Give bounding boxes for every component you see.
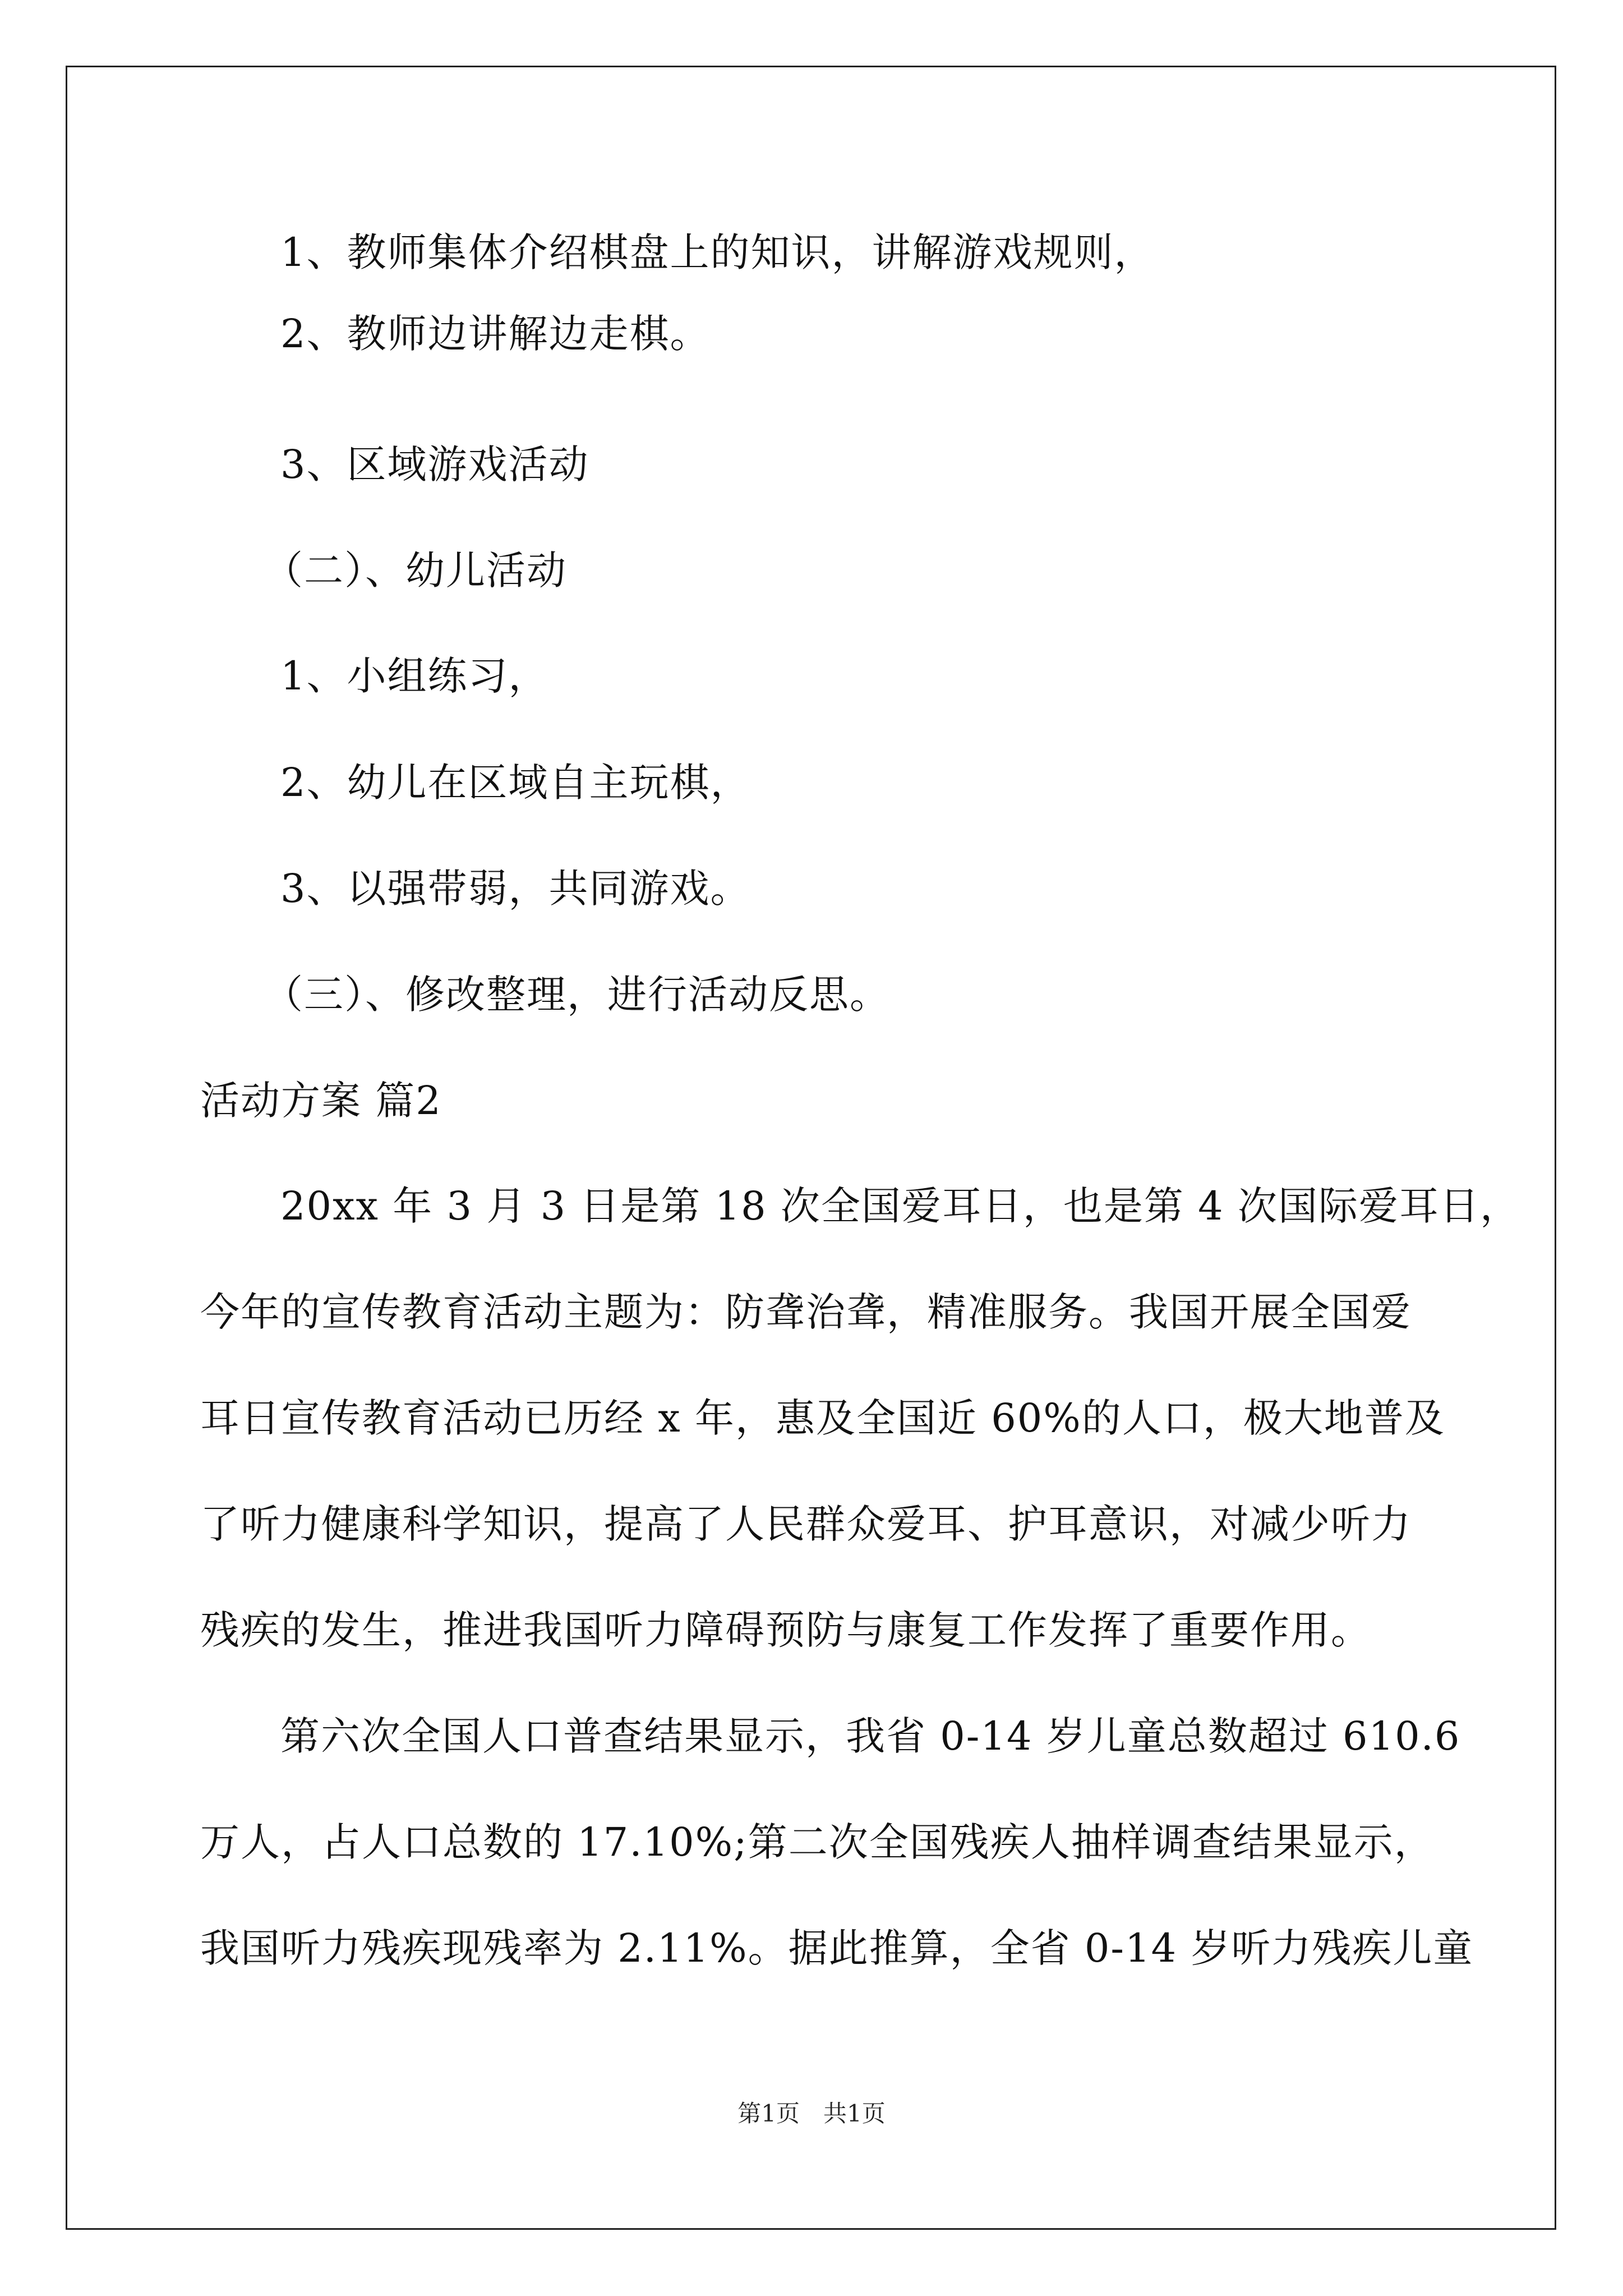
list-item: 2、教师边讲解边走棋。 bbox=[280, 311, 711, 357]
paragraph-line: 了听力健康科学知识，提高了人民群众爱耳、护耳意识，对减少听力 bbox=[200, 1501, 1412, 1547]
paragraph-line: 今年的宣传教育活动主题为：防聋治聋，精准服务。我国开展全国爱 bbox=[200, 1289, 1412, 1335]
list-item: 3、以强带弱，共同游戏。 bbox=[280, 866, 751, 912]
section-heading: （二）、幼儿活动 bbox=[264, 547, 567, 593]
page-border bbox=[66, 66, 1556, 2230]
paragraph-line: 我国听力残疾现残率为 2.11%。据此推算，全省 0-14 岁听力残疾儿童 bbox=[200, 1925, 1474, 1971]
paragraph-line: 耳日宣传教育活动已历经 x 年，惠及全国近 60%的人口，极大地普及 bbox=[200, 1395, 1445, 1441]
list-item: 1、教师集体介绍棋盘上的知识，讲解游戏规则， bbox=[280, 229, 1155, 275]
paragraph-line: 万人，占人口总数的 17.10%;第二次全国残疾人抽样调查结果显示， bbox=[200, 1819, 1435, 1865]
list-item: 3、区域游戏活动 bbox=[280, 441, 589, 487]
paragraph-line: 残疾的发生，推进我国听力障碍预防与康复工作发挥了重要作用。 bbox=[200, 1607, 1371, 1653]
paragraph-line: 第六次全国人口普查结果显示，我省 0-14 岁儿童总数超过 610.6 bbox=[280, 1713, 1461, 1759]
page-number: 第1页 共1页 bbox=[737, 2100, 886, 2127]
section-heading: （三）、修改整理，进行活动反思。 bbox=[264, 972, 890, 1018]
list-item: 1、小组练习， bbox=[280, 653, 549, 699]
list-item: 2、幼儿在区域自主玩棋， bbox=[280, 760, 751, 806]
article-title: 活动方案 篇2 bbox=[200, 1078, 442, 1124]
paragraph-line: 20xx 年 3 月 3 日是第 18 次全国爱耳日，也是第 4 次国际爱耳日， bbox=[280, 1183, 1520, 1229]
